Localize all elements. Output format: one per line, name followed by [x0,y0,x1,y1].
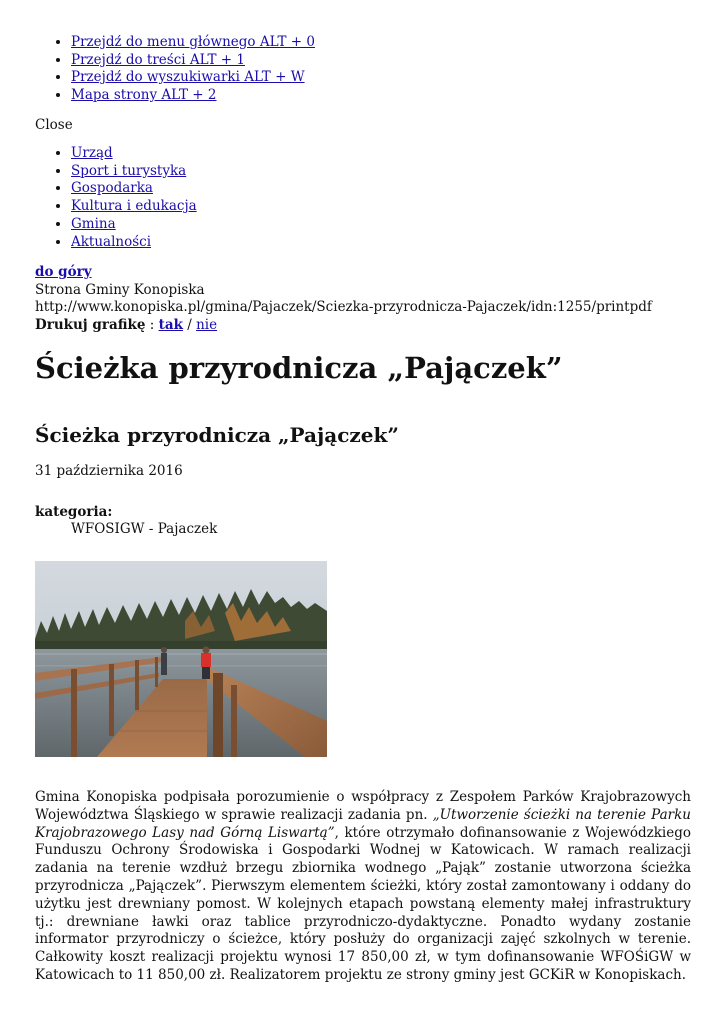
skip-to-search-link[interactable]: Przejdź do wyszukiwarki ALT + W [71,69,305,86]
print-separator: / [182,317,197,333]
nav-item [71,180,197,198]
nav-link-aktualnosci[interactable]: Aktualności [71,233,152,250]
page-url: http://www.konopiska.pl/gmina/Pajaczek/Sciezka-przyrodnicza-Pajaczek/idn:1255/printpdf [35,299,652,315]
article-body-text: , które otrzymało dofinansowanie z Wojewódzkiego Funduszu Ochrony Środowiska i Gospodarki Wodnej w Katowicach. W ramach realizacji zadania na terenie wzdłuż brzegu zbiornika wodnego „Pająk” zostanie utworzona ścieżka przyrodnicza „Pajączek”. Pierwszym elementem ścieżki, który został zamontowany i oddany do użytku jest drewniany pomost. W kolejnych etapach powstaną elementy małej infrastruktury tj.: drewniane ławki oraz tablice przyrodniczo-dydaktyczne. Ponadto wydany zostanie informator przyrodniczy o ścieżce, który posłuży do organizacji zajęć szkolnych w terenie. Całkowity koszt realizacji projektu wynosi 17 850,00 zł, w tym dofinansowanie WFOŚiGW w Katowicach to 11 850,00 zł. Realizatorem projektu ze strony gminy jest GCKiR w Konopiskach. [35,824,691,983]
print-graphics-option [35,316,217,334]
skip-to-content-link[interactable]: Przejdź do treści ALT + 1 [71,51,245,68]
print-separator: : [145,317,159,333]
skip-link-item [71,87,315,105]
to-top-container [35,263,92,281]
article-title: Ścieżka przyrodnicza „Pajączek” [35,423,399,447]
article-date: 31 października 2016 [35,463,183,479]
site-name: Strona Gminy Konopiska [35,282,205,298]
main-nav-list [35,145,197,251]
sitemap-link[interactable]: Mapa strony ALT + 2 [71,87,217,104]
skip-links-list [35,34,315,105]
category-label: kategoria: [35,504,113,520]
nav-link-sport[interactable]: Sport i turystyka [71,162,187,179]
nav-item [71,216,197,234]
article-body-italic: „Utworzenie ścieżki na terenie Parku Krajobrazowego Lasy nad Górną Liswartą” [35,806,691,841]
nav-item [71,163,197,181]
article-photo [35,561,327,757]
nav-item [71,145,197,163]
skip-link-item [71,52,315,70]
skip-link-item [71,34,315,52]
print-graphics-label: Drukuj grafikę [35,317,146,333]
nav-link-urzad[interactable]: Urząd [71,145,113,161]
print-graphics-no-link[interactable]: nie [196,317,218,333]
article-body [35,789,691,985]
nav-link-gmina[interactable]: Gmina [71,215,116,232]
skip-to-main-menu-link[interactable]: Przejdź do menu głównego ALT + 0 [71,34,315,50]
page-title: Ścieżka przyrodnicza „Pajączek” [35,351,563,385]
article-body-text: Gmina Konopiska podpisała porozumienie o współpracy z Zespołem Parków Krajobrazowych Województwa Śląskiego w sprawie realizacji zadania pn. [35,789,691,823]
nav-link-kultura[interactable]: Kultura i edukacja [71,198,197,215]
close-label[interactable]: Close [35,117,73,133]
skip-link-item [71,69,315,87]
category-value: WFOSIGW - Pajaczek [71,521,218,537]
print-graphics-yes-link[interactable]: tak [158,317,183,333]
nav-item [71,198,197,216]
nav-item [71,234,197,252]
to-top-link[interactable]: do góry [35,264,92,280]
nav-link-gospodarka[interactable]: Gospodarka [71,180,153,197]
